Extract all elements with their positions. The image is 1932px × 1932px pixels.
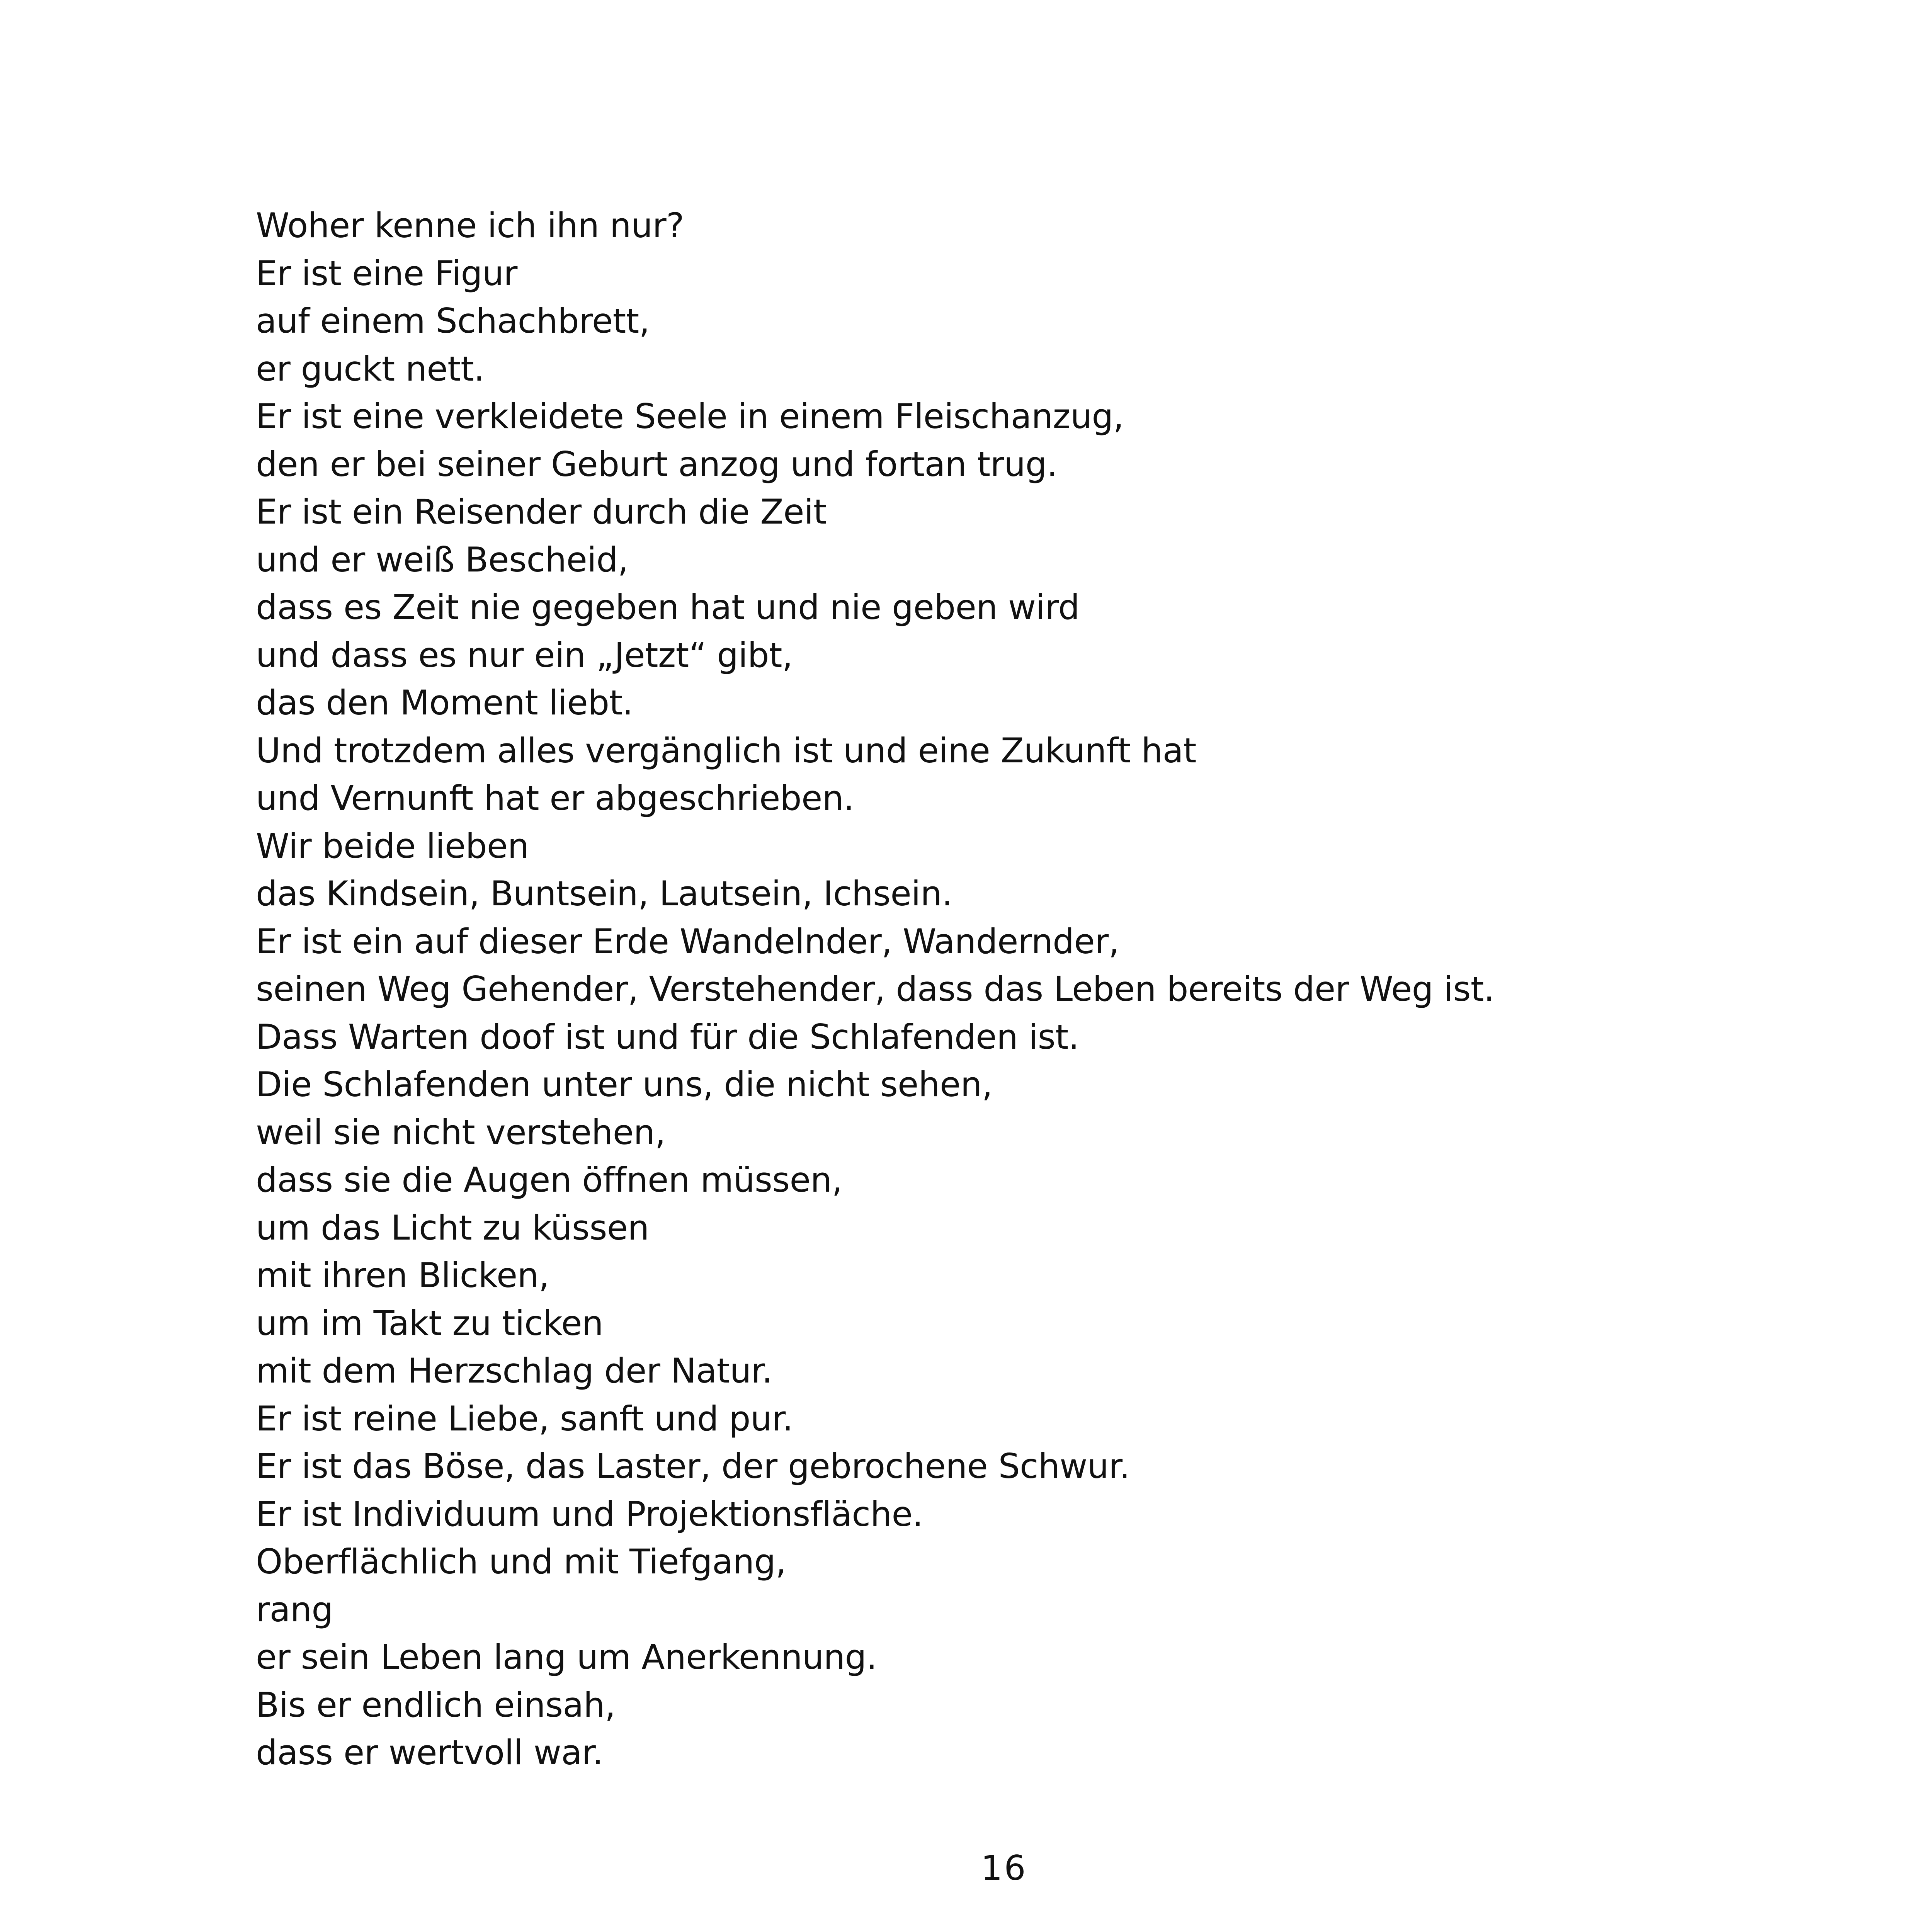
poem-line: und Vernunft hat er abgeschrieben.: [256, 778, 854, 818]
poem-line: um das Licht zu küssen: [256, 1208, 649, 1248]
poem-line: rang: [256, 1589, 333, 1629]
poem-line: Bis er endlich einsah,: [256, 1685, 616, 1725]
poem-line: er guckt nett.: [256, 349, 485, 389]
poem-line: mit dem Herzschlag der Natur.: [256, 1351, 772, 1391]
poem-line: Er ist eine verkleidete Seele in einem Fleischanzug,: [256, 396, 1124, 436]
poem-line: Er ist eine Figur: [256, 253, 517, 293]
poem-line: Oberflächlich und mit Tiefgang,: [256, 1542, 786, 1582]
poem-line: das Kindsein, Buntsein, Lautsein, Ichsein.: [256, 874, 952, 913]
poem-line: Woher kenne ich ihn nur?: [256, 206, 684, 245]
page-number: 16: [981, 1848, 1027, 1888]
poem-line: Er ist ein Reisender durch die Zeit: [256, 492, 827, 532]
poem-line: Dass Warten doof ist und für die Schlafenden ist.: [256, 1017, 1079, 1057]
poem-line: dass sie die Augen öffnen müssen,: [256, 1160, 843, 1200]
poem-line: auf einem Schachbrett,: [256, 301, 650, 341]
poem-line: um im Takt zu ticken: [256, 1303, 604, 1343]
poem-line: seinen Weg Gehender, Verstehender, dass das Leben bereits der Weg ist.: [256, 969, 1495, 1009]
poem-line: dass es Zeit nie gegeben hat und nie geben wird: [256, 587, 1080, 627]
poem-line: Wir beide lieben: [256, 826, 529, 866]
poem-line: Er ist reine Liebe, sanft und pur.: [256, 1398, 793, 1439]
poem-line: Er ist ein auf dieser Erde Wandelnder, Wandernder,: [256, 921, 1119, 961]
poem-line: weil sie nicht verstehen,: [256, 1112, 666, 1152]
poem-line: er sein Leben lang um Anerkennung.: [256, 1637, 877, 1677]
poem-line: den er bei seiner Geburt anzog und fortan trug.: [256, 444, 1058, 484]
poem-line: und dass es nur ein „Jetzt“ gibt,: [256, 635, 793, 675]
poem-text: [256, 202, 1879, 1777]
poem-line: dass er wertvoll war.: [256, 1733, 603, 1772]
poem-line: Und trotzdem alles vergänglich ist und eine Zukunft hat: [256, 730, 1197, 770]
poem-line: Die Schlafenden unter uns, die nicht sehen,: [256, 1065, 993, 1104]
poem-line: Er ist das Böse, das Laster, der gebrochene Schwur.: [256, 1446, 1130, 1486]
poem-line: mit ihren Blicken,: [256, 1255, 549, 1295]
poem-line: und er weiß Bescheid,: [256, 539, 629, 580]
poem-line: Er ist Individuum und Projektionsfläche.: [256, 1494, 923, 1534]
poem-line: das den Moment liebt.: [256, 683, 633, 723]
